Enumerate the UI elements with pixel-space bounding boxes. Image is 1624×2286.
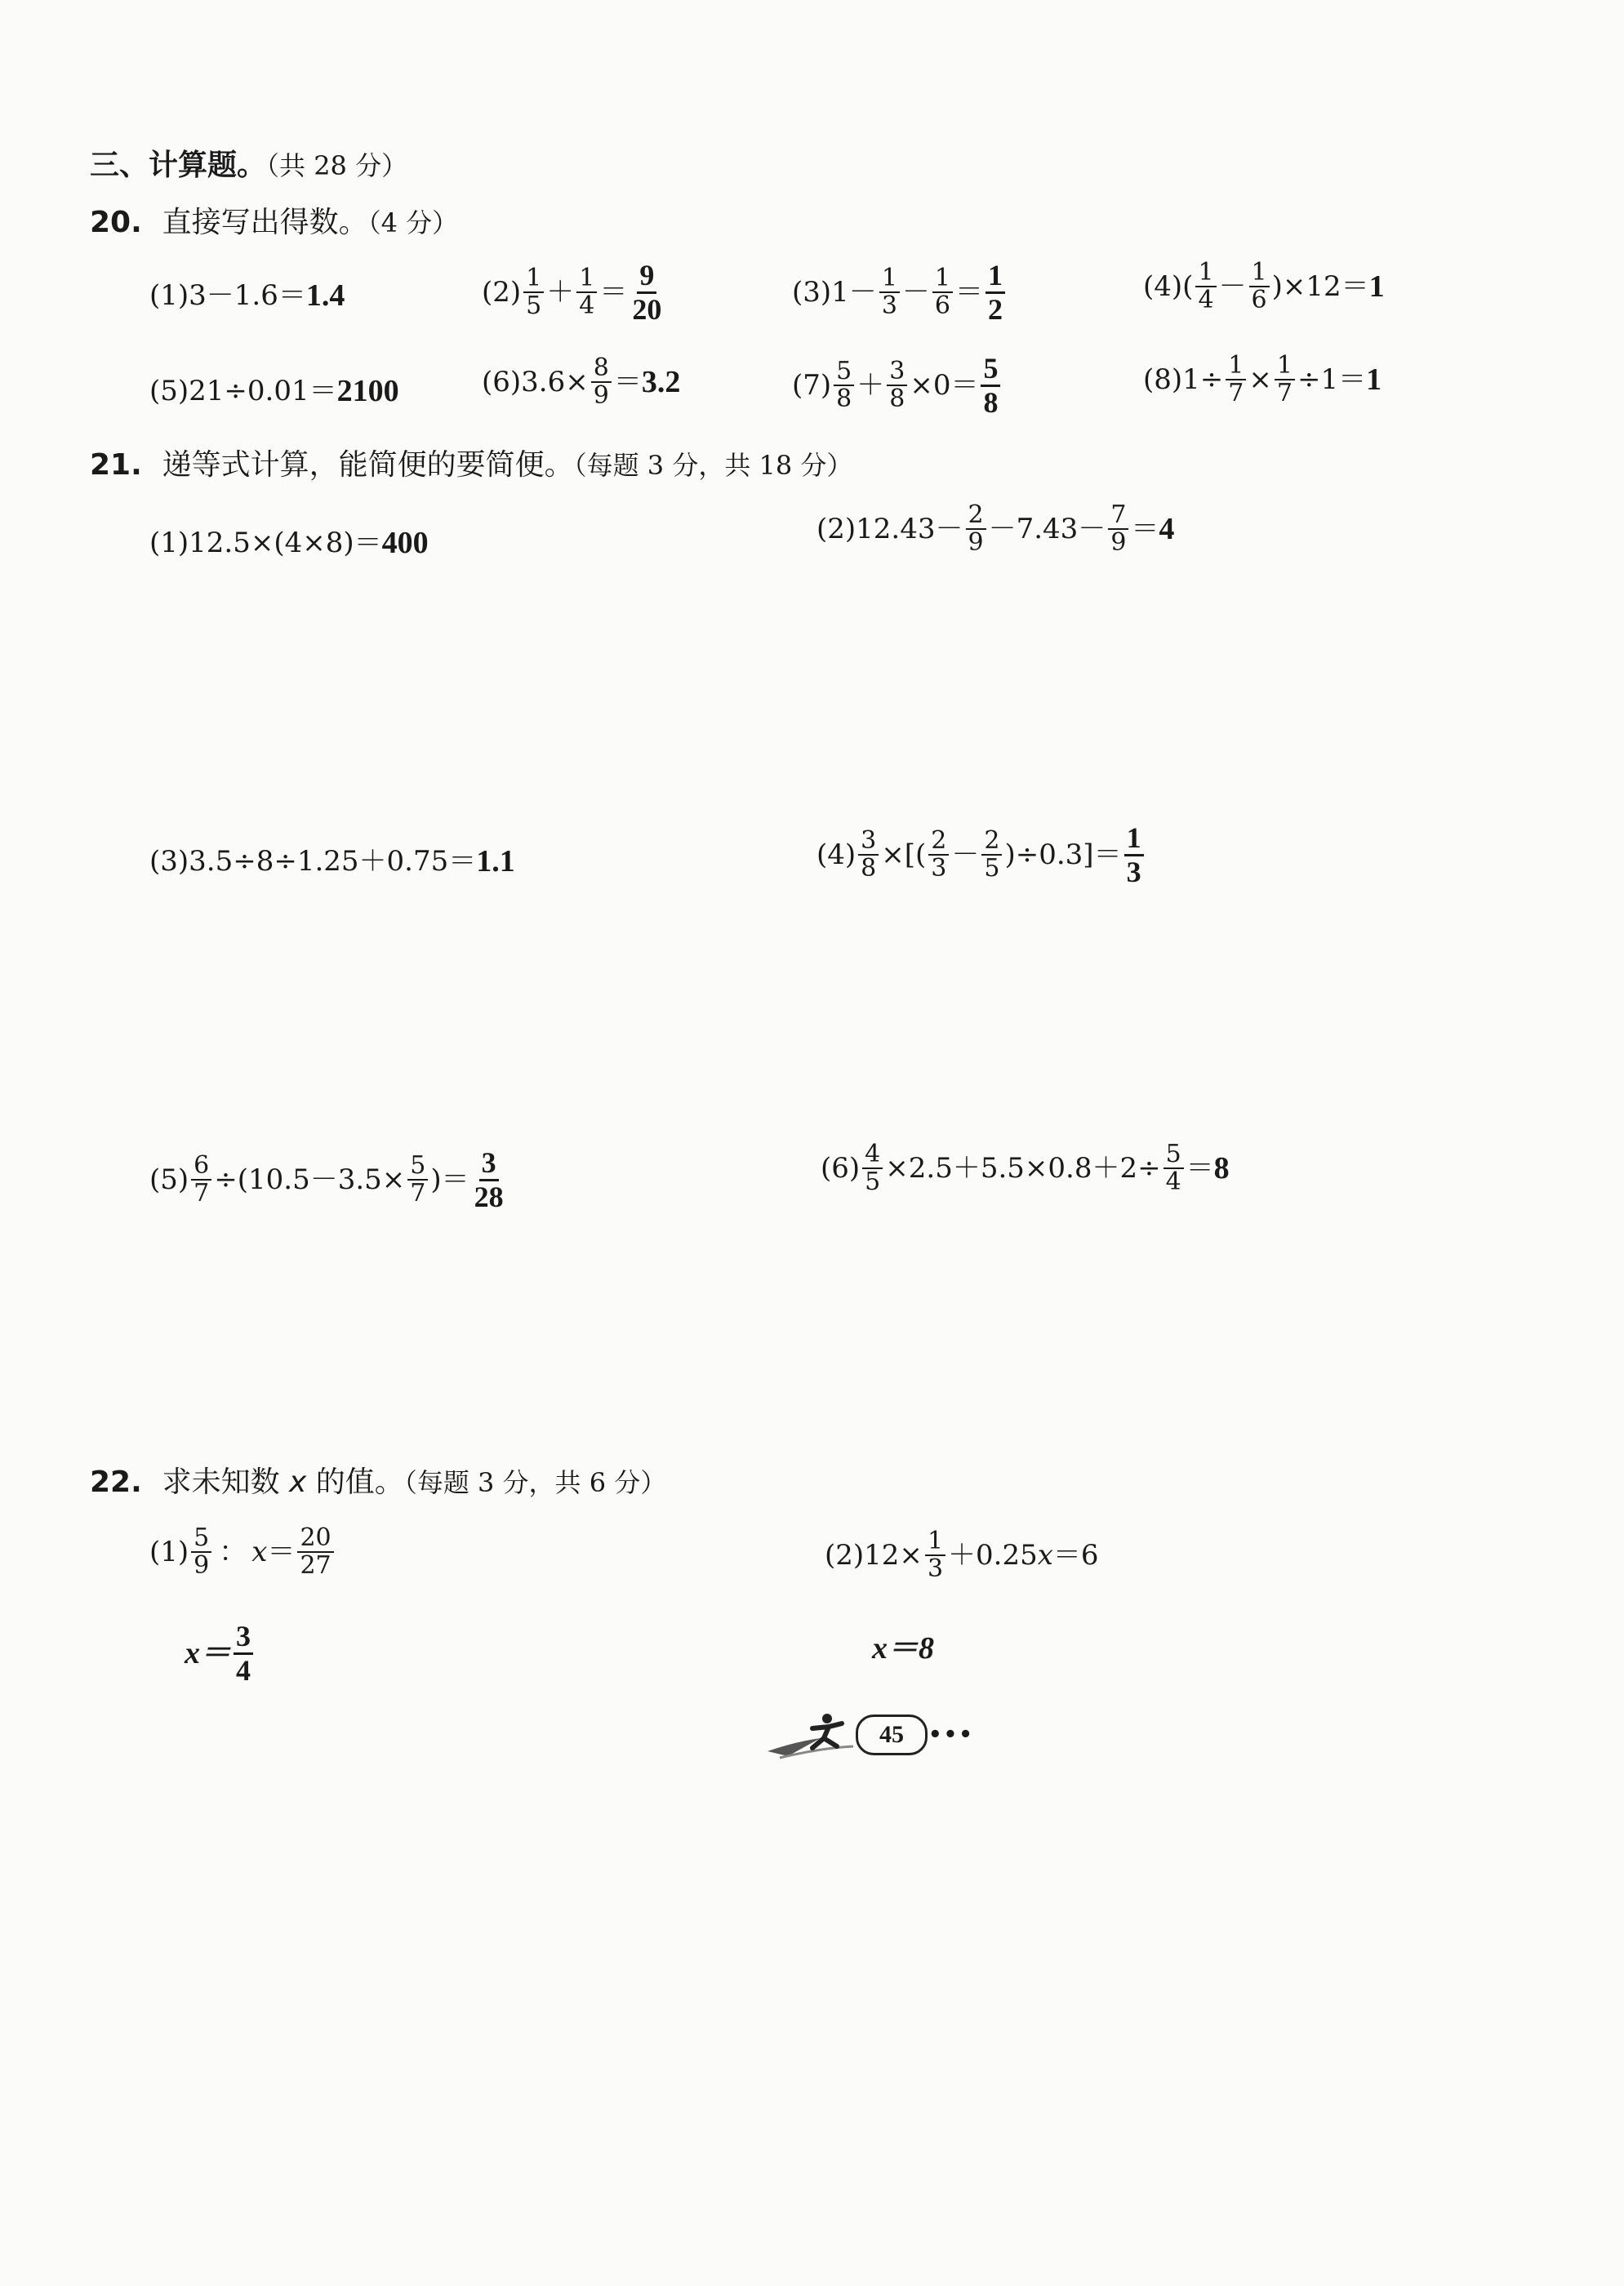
item-answer: 2100 [336,374,399,408]
item-label: (7) [792,369,832,402]
q21-item-6 [821,1141,1230,1196]
fraction: $\frac{1}{5}$ [523,265,544,320]
fraction: $\frac{1}{3}$ [925,1528,945,1583]
answer-fraction: $\frac{1}{3}$ [1124,822,1144,888]
answer-fraction: $\frac{1}{2}$ [986,260,1005,326]
q22-title: 求未知数 x 的值。 [162,1465,404,1499]
item-answer: 3.2 [641,365,681,400]
item-answer: 1.4 [305,278,345,313]
q20-item-8 [1143,353,1382,407]
fraction: $\frac{1}{4}$ [576,265,597,320]
fraction: $\frac{1}{7}$ [1275,353,1295,407]
fraction: $\frac{3}{8}$ [887,358,907,413]
fraction: $\frac{1}{6}$ [932,265,953,320]
item-label: (2) [816,513,856,546]
item-label: (4) [816,838,856,872]
q20-item-6 [482,355,680,410]
item-label: (6) [821,1152,861,1185]
item-expression: 1－ [831,276,877,309]
q20-item-7 [792,353,1003,419]
q21-note: （每题 3 分，共 18 分） [573,450,853,481]
item-expression: 12× [864,1539,923,1572]
fraction: $\frac{20}{27}$ [297,1525,333,1580]
q22-note: （每题 3 分，共 6 分） [403,1467,667,1498]
fraction: $\frac{5}{4}$ [1163,1141,1184,1196]
q21-item-4 [816,822,1146,888]
q21-item-1 [149,527,429,558]
fraction: $\frac{2}{9}$ [966,502,986,557]
item-answer: 8 [1213,1151,1230,1186]
operator: × [1248,363,1272,397]
fraction: $\frac{1}{7}$ [1226,353,1246,407]
equals: ＝ [599,276,628,309]
q22-item-2-answer [872,1633,934,1664]
item-expression: 21÷0.01＝ [189,375,337,407]
item-answer: 4 [1159,512,1175,547]
item-expression: )÷0.3]＝ [1004,838,1122,872]
item-label: (5) [149,1163,189,1197]
operator: － [951,838,980,872]
item-label: (6) [482,366,522,399]
item-label: (1) [149,1536,189,1569]
item-label: (3) [792,276,832,309]
item-expression: 1÷ [1182,363,1224,397]
item-expression: 3.5÷8÷1.25＋0.75＝ [189,845,477,878]
answer-fraction: $\frac{9}{20}$ [632,259,662,326]
q20-title: 直接写出得数。 [162,206,368,239]
q22-heading [90,1465,667,1499]
item-label: (1) [149,527,189,559]
item-label: (4) [1143,270,1183,304]
q21-item-2 [816,502,1174,557]
q20-heading [90,208,458,238]
decorative-dots-icon: ••• [928,1723,974,1747]
q21-item-5 [149,1147,509,1213]
item-expression: ＋0.25 [948,1539,1038,1572]
equals: ＝ [613,366,642,399]
operator: － [1218,270,1247,304]
item-expression: ÷(10.5－3.5× [214,1163,406,1197]
q20-item-1 [149,280,345,311]
q20-note: （4 分） [367,207,459,238]
equals: ＝ [1131,513,1159,546]
item-expression: －7.43－ [988,513,1106,546]
fraction: $\frac{4}{5}$ [862,1141,883,1196]
section-title [90,151,407,180]
item-expression: ×[( [881,838,927,872]
item-label: (2) [825,1539,865,1572]
fraction: $\frac{2}{5}$ [981,828,1002,883]
item-answer: 400 [381,526,429,560]
q21-title: 递等式计算，能简便的要简便。 [162,448,574,482]
q20-number: 20. [90,206,142,239]
item-label: (5) [149,375,189,407]
q21-item-3 [149,846,515,877]
q20-item-4 [1143,260,1385,314]
answer-fraction: $\frac{3}{28}$ [474,1146,504,1213]
q22-number: 22. [90,1465,142,1499]
item-expression: ＝6 [1052,1539,1099,1572]
fraction: $\frac{6}{7}$ [191,1153,211,1207]
item-expression: ×0＝ [910,369,979,402]
fraction: $\frac{8}{9}$ [591,355,612,410]
item-expression: 3－1.6＝ [189,279,306,312]
operator: ＋ [856,369,885,402]
item-label: (2) [482,276,522,309]
fraction: $\frac{5}{9}$ [191,1525,211,1580]
item-expression: 12.5×(4×8)＝ [189,527,382,559]
ratio-sign: ： [219,1536,247,1569]
q21-number: 21. [90,448,142,482]
answer-fraction: $\frac{5}{8}$ [981,353,1000,419]
page-number: 45 [856,1714,928,1755]
q22-item-1-answer [185,1621,256,1687]
item-answer: 1 [1366,362,1382,398]
item-expression: )×12＝ [1271,270,1369,304]
fraction: $\frac{1}{4}$ [1195,260,1216,314]
item-label: (1) [149,279,189,312]
item-expression: 3.6× [521,366,589,399]
q20-item-2 [482,260,666,326]
item-answer: 1.1 [476,844,515,878]
item-expression: ÷1＝ [1297,363,1367,397]
fraction: $\frac{3}{8}$ [858,828,879,883]
q20-item-3 [792,260,1008,326]
fraction: $\frac{1}{3}$ [879,265,900,320]
equals: ＝ [267,1536,296,1569]
item-expression: 12.43－ [856,513,963,546]
q21-heading [90,448,853,482]
fraction: $\frac{5}{7}$ [407,1153,428,1207]
q22-item-1 [149,1525,336,1580]
variable: x [1037,1539,1053,1572]
variable: x [251,1536,268,1569]
item-label: (3) [149,845,189,878]
item-label: (8) [1143,363,1183,397]
item-answer: x＝8 [872,1631,935,1666]
answer-fraction: $\frac{3}{4}$ [234,1621,253,1687]
equals: ＝ [1186,1152,1214,1185]
section-title-text: 三、计算题。 [90,149,267,182]
q22-item-2 [825,1528,1099,1583]
item-answer: 1 [1368,269,1385,305]
operator: － [901,276,930,309]
item-expression: ( [1182,270,1194,304]
fraction: $\frac{5}{8}$ [834,358,854,413]
fraction: $\frac{1}{6}$ [1249,260,1270,314]
equals: ＝ [955,276,983,309]
fraction: $\frac{7}{9}$ [1108,502,1128,557]
q20-item-5 [149,376,399,407]
item-expression: )＝ [430,1163,469,1197]
item-expression: ×2.5＋5.5×0.8＋2÷ [885,1152,1161,1185]
item-answer: x＝ [185,1636,232,1671]
fraction: $\frac{2}{3}$ [928,828,949,883]
section-note: （共 28 分） [266,150,408,181]
operator: ＋ [546,276,575,309]
